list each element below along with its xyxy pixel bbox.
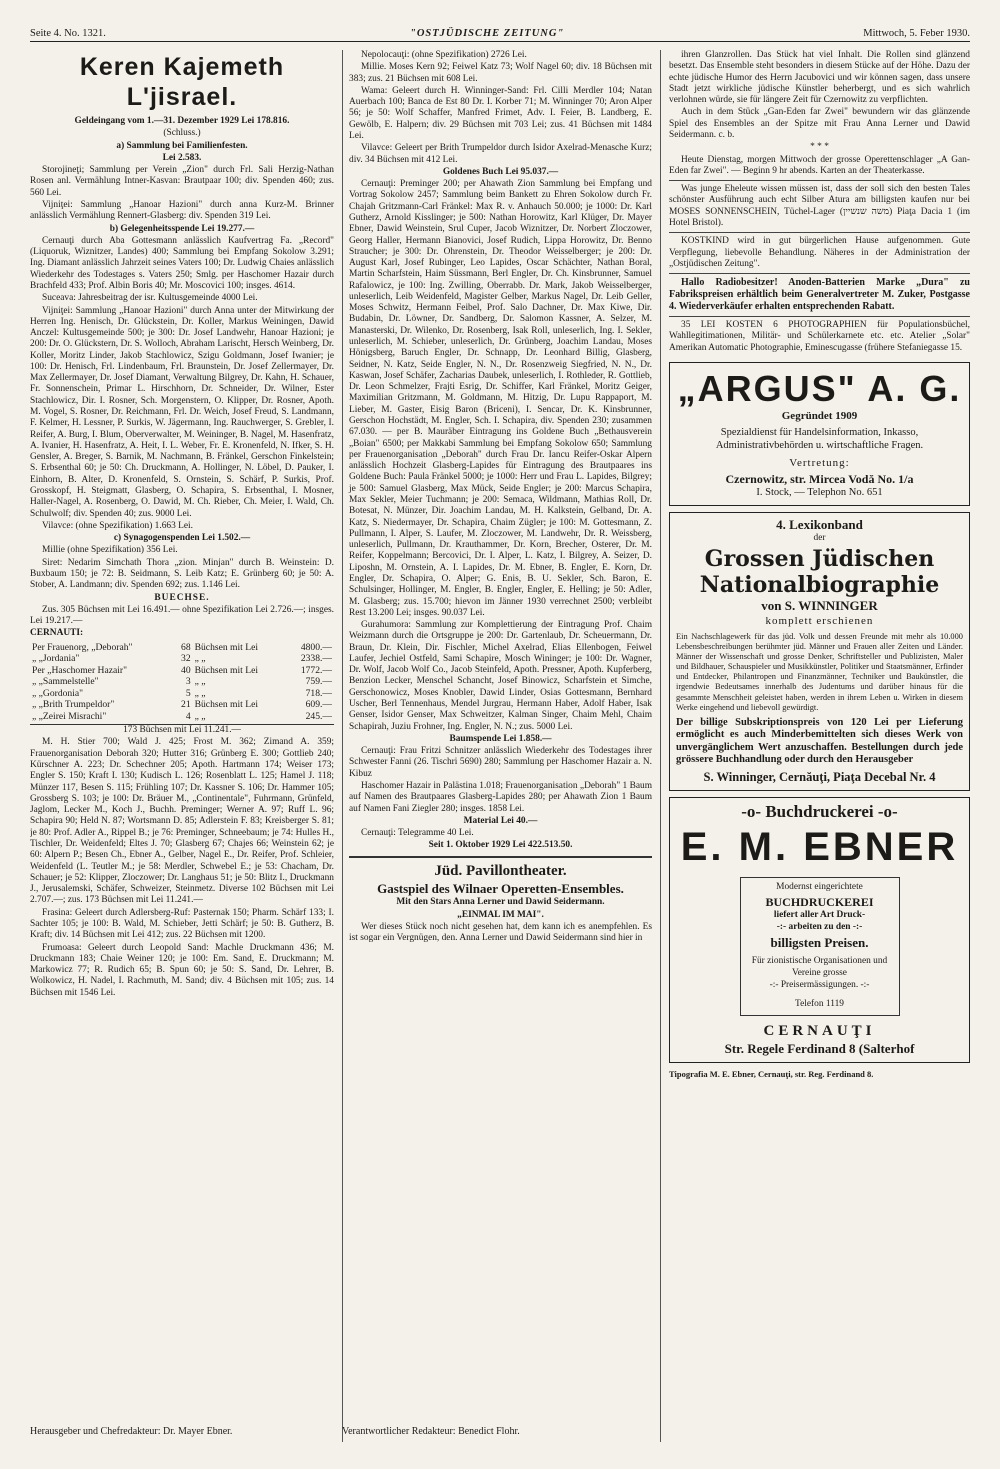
issue-date: Mittwoch, 5. Feber 1930. bbox=[863, 28, 970, 39]
page-number: Seite 4. No. 1321. bbox=[30, 28, 106, 39]
argus-address: Czernowitz, str. Mircea Vodă No. 1/a bbox=[725, 471, 914, 486]
lex-price: Der billige Subskriptionspreis von 120 Lei per Lieferung ermöglicht es auch Minderbemittelten sich dieses Werk von unvergänglichem Wert anzuschaffen. Bestellungen durch jede grössere Buchhandlung oder durch den Herausgeber bbox=[676, 716, 963, 766]
section-heading: Material Lei 40.— bbox=[463, 815, 538, 826]
article-subtitle: Geldeingang vom 1.—31. Dezember 1929 Lei 178.816. bbox=[74, 116, 290, 126]
newspaper-page bbox=[30, 28, 970, 1448]
ebner-telephone: Telefon 1119 bbox=[795, 999, 844, 1010]
table-row bbox=[30, 665, 334, 677]
lexikon-advert bbox=[669, 512, 970, 791]
masthead: "OSTJÜDISCHE ZEITUNG" bbox=[410, 28, 565, 39]
cell-amount: 2338.— bbox=[300, 653, 332, 665]
cell-label: „ „Gordonia" bbox=[32, 687, 84, 699]
separator-stars: * * * bbox=[810, 142, 829, 153]
ebner-line: BUCHDRUCKEREI bbox=[765, 894, 874, 909]
lex-title: 4. Lexikonband bbox=[776, 516, 863, 532]
table-total: 173 Büchsen mit Lei 11.241.— bbox=[30, 724, 334, 736]
paragraph: Gurahumora: Sammlung zur Komplettierung der Eintragung Prof. Chaim Weizmann durch die Ortsgruppe je 200: Dr. Gartenlaub, Dr. Scheuermann, Dr. Braun, Dr. Klein, Dir. Fischler, Michel Axelrad, Elias Ellenbogen, Feiwel Laufer, Jechiel Ostfeld, Sami Schapire, Mosch Wininger; je 100: Dr. Wagner, Dr. Wolf, Jacob Wolf Co., Jacob Steinfeld, Apoth. Pressner, Apoth. Kupferberg, Benzion Lecker, Menschel Schancht, Josef Binowicz, Scharfstein et Simche, Gerschonowicz, Moses Knobler, Dawid Linder, Osias Gottesmann, Bernhard Uscher, Berl Tennenhaus, Mendel Jurgrau, Hermann Haber, Adolf Haber, Isak Genser, Isidor Genser, Max Schweitzer, Kalman Singer, Chaim Mehl, Chaim Schapirah, Juziu Frohner, Ing. Engler, N. N.; zus. 5000 Lei. bbox=[349, 620, 652, 732]
ebner-title: E. M. EBNER bbox=[680, 825, 959, 870]
publisher-line: Herausgeber und Chefredakteur: Dr. Mayer Ebner. bbox=[30, 1426, 233, 1437]
paragraph: Vilavce: (ohne Spezifikation) 1.663 Lei. bbox=[42, 520, 193, 531]
paragraph: Haschomer Hazair in Palästina 1.018; Frauenorganisation „Deborah" 1 Baum auf Namen des Brautpaares Glasberg-Lapides 280; per Ahawath Zion 1 Baum auf Namen Fani Ziegler 280; insges. 1858 Lei. bbox=[349, 781, 652, 814]
argus-vertretung: Vertretung: bbox=[789, 457, 850, 470]
paragraph: Cernauţi: Preminger 200; per Ahawath Zion Sammlung bei Empfang und Vortrag Sokolow 2457; Sammlung beim Bankett zu Ehren Sokolow durch Fr. Chajah Gritzmann-Carl Fränkel: Max R. v. Anhauch 50.000; je 1000: Dr. Karl Gutherz, Arnold Kisslinger; je 500: Nathan Horowitz, Karl Klüger, Dr. Mayer Ebner, Dawid Weinstein, Srul Cuper, Jacob Wiznitzer, Dr. Norbert Zloczower, Georg Haller, Hermann Bianovici, Josef Rudich, Lippa Horowitz, Dr. Benno Straucher; je 300: Dr. Ohrenstein, Dr. Theodor Weisselberger; je 200: Dr. August Karl, Josef Rubinger, Leo Lapides, Oscar Schächter, Nathan Boral, Martin Scharfstein, Haim Süssmann, Berl Engler, Dr. Ch. Kinsbrunner, Samuel Rafalowicz, je 100: Ing. Zwilling, Oberrabb. Dr. Mark, Jakob Weisselberger, unleserlich, Leib Weidenfeld, Magister Gelber, Markus Nagel, Dr. Leib Geller, Moses Schwitz, Hermann Feibel, Prof. Salo Dachner, Dr. Max Kiwe, Dir. Budabin, Dr. Löwner, Dr. Sandberg, Dr. Salomon Kassner, A. Selzer, M. Manasterski, Dr. Wilenko, Dr. Rosenberg, Isak Roll, unleserlich, Ing. I. Sekler, unleserlich, M. Schieber, unleserlich, Dr. Grünberg, Joachim Landau, Moses Hönigsberg, Baruch Engler, Dr. Schnapp, Dr. Leonhard Billig, Glasberg, Seidner, N. Katz, Seide Engler, N. N., Dr. Rosenzweig Siegfried, N. N., Dr. Kaswan, Josef Schäfer, Zacharias Daubek, unleserlich, I. Rothleder, R. Gottlieb, Dr. Leon Schmelzer, Frajti Esrig, Dr. Schiffer, Karl Fränkel, Moritz Geiger, Maximilian Gritzmann, M. Goldmann, M. Hitzig, Dr. Lupu Rappaport, M. Lieber, M. Gaster, Eisig Baron (Briceni), I. Sencar, Dr. K. Kinsbrunner, Gerschon Hochstädt, M. Engler, Sch. I. Schapira, div. Spenden 230; zusammen 67.030. — per B. Mauräber Eintragung ins Goldene Buch „Bethausverein „Boian" 6500; per Makkabi Sammlung bei Empfang Sokolow 650; Sammlung per Frauenorganisation „Deborah" durch Frau Dr. Iancu Reifer-Oskar Alpern anlässlich Hochzeit Glasberg-Lapides für Eintragung des Brautpaares ins Goldene Buch: Paula Fränkel 5000; je 1000: Herr und Frau L. Lapides, Bilgrey; je 500: Samuel Glasberg, Max Mück, Seide Engler; je 200: Marcus Schapira, Max Sekler, Meier Tuchmann; je 200: Semaca, Wildmann, Mathias Roll, Dr. Botesat, N. Münzer, Dir. Joachim Landau, M. H. Kalkstein, Gelband, Dr. A. Katz, S. Niedermayer, Dr. Schapira, Chaim Zügler; je 100: M. Gottesmann, Z. Pullmann, I. Alper, S. Laufer, M. Zloczower, M. Landwehr, Dr. R. Weissberg, unleserlich, Pullmann, Dr. Krauthammer, Dr. Korn, Brecher, Osterer, Dr. M. Reifer, Koppelmann; Bercovici, Dr. I. Alper, L. Katz, I. Bilgrey, A. Seizer, D. Liposhn, M. Ornstein, A. I. Lapides, Dr. M. Ebner, B. Engler, E. Korn, Dr. Engler, Dr. Schapira, O. Alper; G. Enis, B. U. Sekler, Sch. Baron, E. Schulsinger, Hollinger, M. Engler, B. Engler, Engler, E. Helling; je 50: Adler, M. Glasberg; zus. 15.700; hievon im Jänner 1930 verrechnet 2500; verbleibt Rest 13.200 Lei; insges. 90.037 Lei. bbox=[349, 179, 652, 618]
paragraph: Frasina: Geleert durch Adlersberg-Ruf: Pasternak 150; Pharm. Schärf 133; I. Sachter 105; je 100: B. Wald, M. Schieber, Jetti Schärf; je 50: B. Gutherz, B. Kraft; div. 14 Büchsen mit Lei 412; zus. 22 Büchsen mit 1200. bbox=[30, 907, 334, 941]
paragraph: Siret: Nedarim Simchath Thora „zion. Minjan" durch B. Weinstein: D. Buxbaum 150; je 72: B. Seidmann, S. Leib Katz; E. Grünberg 60; je 50: A. Stober, A. Landmann; div. Spenden 692; zus. 1.146 Lei. bbox=[30, 557, 334, 591]
paragraph: Nepolocauţi: (ohne Spezifikation) 2726 Lei. bbox=[361, 50, 527, 60]
cell-amount: 718.— bbox=[305, 687, 332, 699]
paragraph: Wer dieses Stück noch nicht gesehen hat, dem kann ich es anempfehlen. Es ist sogar ein Vergnügen, den. Anna Lerner und Dawid Seidermann sind hier in bbox=[349, 921, 652, 944]
cell-unit: Büchsen mit Lei bbox=[194, 699, 259, 711]
classified-ad: KOSTKIND wird in gut bürgerlichen Hause aufgenommen. Gute Verpflegung, liebevolle Behandlung. Näheres in der Administration der „Ostjüdischen Zeitung". bbox=[669, 236, 970, 269]
paragraph: Millie. Moses Kern 92; Feiwel Katz 73; Wolf Nagel 60; div. 18 Büchsen mit 383; zus. 21 Büchsen mit 608 Lei. bbox=[349, 62, 652, 84]
cell-label: Per „Haschomer Hazair" bbox=[32, 664, 128, 676]
cell-count: 4 bbox=[185, 710, 191, 722]
table-row bbox=[30, 642, 334, 654]
ebner-line: -:- Preisermässigungen. -:- bbox=[769, 979, 870, 990]
cell-count: 3 bbox=[185, 676, 191, 688]
ebner-line: Modernst eingerichtete bbox=[776, 882, 863, 893]
cell-label: Per Frauenorg, „Deborah" bbox=[32, 641, 133, 653]
ebner-city: CERNAUŢI bbox=[763, 1023, 876, 1040]
cell-amount: 4800.— bbox=[300, 641, 332, 653]
collection-table bbox=[30, 642, 334, 723]
editor-line: Verantwortlicher Redakteur: Benedict Flohr. bbox=[342, 1426, 520, 1437]
cell-amount: 759.— bbox=[305, 676, 332, 688]
ebner-advert bbox=[669, 797, 970, 1063]
cell-unit: „ „ bbox=[194, 676, 206, 688]
city-heading: CERNAUTI: bbox=[30, 628, 84, 639]
grand-total: Seit 1. Oktober 1929 Lei 422.513.50. bbox=[428, 840, 573, 851]
ebner-line: billigsten Preisen. bbox=[770, 934, 869, 950]
table-row bbox=[30, 699, 334, 711]
lex-description: Ein Nachschlagewerk für das jüd. Volk und dessen Freunde mit mehr als 10.000 Lebensbeschreibungen berühmter jüd. Männer und Frauen aller Zeiten und Länder. Männer der Wissenschaft und grosse Denker, Schriftsteller und Publizisten, Maler und Bildhauer, Schauspieler und Musikkünstler, Politiker und Staatsmänner, Erfinder und Entdecker, Philantropen und Finanzmänner, Techniker und Baukünstler, die irgendwie Bedeutsames innerhalb des Judentums und darüber hinaus für die gesammte Menschheit geleistet haben, werden in ihrem Leben u. Wirken in diesem Werke eingehend und liebevoll gewürdigt. bbox=[676, 632, 963, 712]
theater-stars: Mit den Stars Anna Lerner und Dawid Seidermann. bbox=[396, 897, 605, 908]
argus-advert bbox=[669, 362, 970, 506]
column-3 bbox=[660, 50, 970, 1442]
table-row bbox=[30, 688, 334, 700]
cell-count: 32 bbox=[181, 653, 191, 665]
cell-count: 40 bbox=[181, 664, 191, 676]
cell-amount: 245.— bbox=[305, 710, 332, 722]
paragraph: Auch in dem Stück „Gan-Eden far Zwei" bewundern wir das glänzende Spiel des Ensembles an der Spitze mit Frau Anna Lerner und Dawid Seidermann. c. b. bbox=[669, 107, 970, 140]
section-heading: c) Synagogenspenden Lei 1.502.— bbox=[113, 533, 251, 544]
section-sum: Lei 2.583. bbox=[162, 152, 202, 163]
ebner-line: -:- arbeiten zu den -:- bbox=[776, 922, 863, 933]
paragraph: Zus. 305 Büchsen mit Lei 16.491.— ohne Spezifikation Lei 2.726.—; insges. Lei 19.217.— bbox=[30, 604, 334, 627]
cell-amount: 1772.— bbox=[300, 664, 332, 676]
page-footer bbox=[30, 1426, 520, 1438]
cell-count: 5 bbox=[185, 687, 191, 699]
table-row bbox=[30, 676, 334, 688]
argus-desc: Spezialdienst für Handelsinformation, Inkasso, Administrativbehörden u. wirtschaftliche Fragen. bbox=[715, 427, 924, 451]
theater-title: Jüd. Pavillontheater. bbox=[434, 862, 567, 879]
cell-count: 21 bbox=[181, 699, 191, 711]
section-heading: a) Sammlung bei Familienfesten. bbox=[116, 140, 248, 151]
paragraph: ihren Glanzrollen. Das Stück hat viel Inhalt. Die Rollen sind glänzend besetzt. Das Ensemble steht besonders in diesem Stücke auf der Höhe. Dazu der echte jüdische Humor des Herrn Jacubovici und wir können sagen, dass unsere Stadt jetzt wirkliche jüdische Künstler beherbergt, und es sich wahrlich verlohnen würde, sie für längere Zeit für Czernowitz zu verpflichten. bbox=[669, 50, 970, 106]
cell-unit: „ „ bbox=[194, 687, 206, 699]
cell-amount: 609.— bbox=[305, 699, 332, 711]
section-heading: Goldenes Buch Lei 95.037.— bbox=[442, 166, 559, 177]
argus-founded: Gegründet 1909 bbox=[781, 410, 858, 423]
cell-unit: Büchsen mit Lei bbox=[194, 641, 259, 653]
table-row bbox=[30, 711, 334, 723]
paragraph: Millie (ohne Spezifikation) 356 Lei. bbox=[42, 545, 178, 556]
paragraph: Vilavce: Geleert per Brith Trumpeldor durch Isidor Axelrad-Menasche Kurz; div. 34 Büchsen mit 412 Lei. bbox=[349, 143, 652, 165]
cell-label: „ „Sammelstelle" bbox=[32, 676, 99, 688]
paragraph: Heute Dienstag, morgen Mittwoch der grosse Operettenschlager „A Gan-Eden far Zwei". — Beginn 9 hr abends. Karten an der Theaterkasse. bbox=[669, 154, 970, 176]
section-heading: BUECHSE. bbox=[154, 592, 210, 603]
printer-imprint: Tipografia M. E. Ebner, Cernauţi, str. Reg. Ferdinand 8. bbox=[669, 1069, 874, 1080]
schluss-note: (Schluss.) bbox=[163, 128, 201, 139]
section-heading: Baumspende Lei 1.858.— bbox=[449, 733, 552, 744]
lex-complete: komplett erschienen bbox=[765, 614, 874, 627]
paragraph: Suceava: Jahresbeitrag der isr. Kultusgemeinde 4000 Lei. bbox=[42, 293, 258, 304]
lex-big-title: Grossen Jüdischen Nationalbiographie bbox=[699, 545, 940, 598]
classified-ad: 35 LEI KOSTEN 6 PHOTOGRAPHIEN für Populationsbüchel, Wahllegitimationen, Militär- und Schülerkarnete etc. etc. Atelier „Solar" Amerikan Automatic Photographie, Eminescugasse (frühere Stefaniegasse 15. bbox=[669, 320, 970, 353]
cell-unit: „ „ bbox=[194, 710, 206, 722]
page-header bbox=[30, 28, 970, 42]
ebner-line: liefert aller Art Druck- bbox=[773, 910, 866, 921]
ebner-line: Für zionistische Organisationen und Vereine grosse bbox=[751, 956, 888, 978]
article-title: Keren Kajemeth L'jisrael. bbox=[79, 53, 285, 111]
ebner-inner-box bbox=[740, 877, 900, 1016]
classified-ad: Was junge Eheleute wissen müssen ist, dass der soll sich den besten Tales schönster Ausführung auch echt Silber Atura am billigsten kaufen nur bei MOSES SONNENSCHEIN, Tüchel-Lager (משה שנשיין) Piaţa Dacia 1 (im Hotel Bristol). bbox=[669, 184, 970, 228]
lex-der: der bbox=[813, 533, 826, 544]
paragraph: Vijniţei: Sammlung „Hanoar Hazioni" durch Anna unter der Mitwirkung der Herren Ing. Henisch, Dr. Glückstein, Dr. Koller, Markus Weiningen, Dawid Anczel: Kultusgemeinde 500; je 300: Dr. Josef Landwehr, Hanoar Hazioni; je 200: Dr. O. Glückstern, Dr. S. Wolloch, Abraham Larischt, Hersch Weinberg, Dr. Koller, Moritz Linder, Jakob Stachlowicz, Szigu Goldmann, Josef Iwanier; je 100: Dr. Henisch, Frl. Lindenbaum, Frl. Braunstein, Dr. Josef Zellermayer, Dr. Max Zellermayer, Dr. Josef Diamant, Verwaltung Bilgrey, Dr. Kahn, H. Schauer, Fr. Sonnenschein, Primar L. Hirschhorn, Dr. Schneider, Dr. Wilner, Ester Stachlowicz, Dir. I. Rosner, Sch. Morgenstern, O. Klipper, Dr. Rosner, Apoth. M. Vogel, S. Rosner, Dr. Reichmann, Frl. Dr. Weich, Josef Freud, S. Landmann, F. Kelmer, H. Lessner, P. Surkis, W. Jägermann, Ing. Rauchwerger, S. Grebler, I. Reifer, A. Burg, I. Blum, Oberverwalter, M. Weininger, B. Nagel, M. Hasenfratz, A. Ivanier, H. Hasenfratz, A. Heit, I. L. Weber, Fr. E. Kronenfeld, N. Ifker, S. H. Gensler, A. Breger, S. Barnik, M. Nachmann, B. Fränkel, Gerschon Finkelstein; S. Erbsenthal 60; je 50: Ch. Druckmann, A. Hollinger, N. Löbel, D. Pauker, I. Einhorn, B. Alter, D. Kronenfeld, S. Ornstein, S. Schärf, P. Surkis, Prof. Grosskopf, H. Steigmatt, Glasberg, O. Schapira, S. Erbsenthal, I. Mosner, Haller-Nagel, A. Rosenberg, O. Dawid, M. Ch. Rieber, Ch. Meier, I. Wald, Ch. Schulwolf; div. Spenden 40; zus. 9000 Lei. bbox=[30, 305, 334, 519]
classified-ad: Hallo Radiobesitzer! Anoden-Batterien Marke „Dura" zu Fabrikspreisen erhältlich beim Generalvertreter M. Zuker, Postgasse 4. Wiederverkäufer erhalten entsprechenden Rabatt. bbox=[669, 277, 970, 313]
section-heading: b) Gelegenheitsspende Lei 19.277.— bbox=[109, 223, 255, 234]
paragraph: Cernauţi: Frau Fritzi Schnitzer anlässlich Wiederkehr des Todestages ihrer Schwester Fanni (26. Tischri 5690) 280; Sammlung per Haschomer Hazair a. N. Kibuz bbox=[349, 746, 652, 779]
paragraph: Cernauţi durch Aba Gottesmann anlässlich Kaufvertrag Fa. „Record" (Liquoruk, Wiznitzer, Landes) 400; Sammlung bei Empfang Sokolow 3.291; Ing. Diamant anlässlich Jahrzeit seines Vaters 100; Dr. Ludwig Chaies anlässlich Wiederkehr des Todestages s. Vaters 250; Smlg. per Haschomer Hazair durch Brachfeld 433; Prof. Albin Boris 40; Mr. Moscovici 100; insges. 4614. bbox=[30, 235, 334, 291]
argus-stock: I. Stock, — Telephon No. 651 bbox=[756, 487, 883, 499]
paragraph: M. H. Stier 700; Wald J. 425; Frost M. 362; Zimand A. 359; Frauenorganisation Deborah 320; Hutter 316; Grünberg E. 300; Gottlieb 240; Kürschner A. 223; Dr. Schechner 205; Apoth. Hartmann 174; Weiser 173; Engler S. 150; Kraft I. 130; Kudisch L. 126; Rosenblatt L. 125; Hamel J. 118; Münzer 117, Besen S. 115; Frühling 107; Dr. Kassner S. 106; Dr. Hammer 105; Grossberg S. 103; je 100: Dr. Bräuer M., „Continentale", Fuhrmann, Grünfeld, Jaglom, Lecker M., Koch J., Buchh. Preminger; Werner A. 97; Ruff L. 96; Schapira 90; Held N. 87; Wortsmann D. 85; Adlerstein F. 83; Kreisberger S. 81; je 80: Prof. Adler A., Rippel B.; je 76: Preminger, Schneebaum; je 74: Hulles H., Tischler, Dr. Weidenfeld; Eltes J. 70; Glasberg 67; Chajes 66; Weinstein 62; je 60: Alpern P.; Besen Ch., Ebner A., Gelber, Nagel E., Dr. Reifer, Prof. Schleier, Weidenfeld (L. Teutler M.; je 58: Merdler, Schwebel E.; je 53: Chacham, Dr. Schauer; je 52: Klipper, Zloczower; Dr. Langhaus 51; je 50: Blitz I., Druckmann J., Jerusalemski, Schäfer, Schweizer, Steinmetz. Diverse 102 Büchsen mit Lei 2.707.—; zus. 173 Büchsen mit Lei 11.241.— bbox=[30, 737, 334, 906]
lex-address: S. Winninger, Cernăuţi, Piaţa Decebal Nr. 4 bbox=[703, 770, 936, 785]
cell-count: 68 bbox=[181, 641, 191, 653]
paragraph: Wama: Geleert durch H. Winninger-Sand: Frl. Cilli Merdler 104; Natan Auerbach 100; Banca de Est 80 Dr. I. Korber 71; M. Winninger 70; Aron Alper 56; je 50: Wolf Schaffer, Manfred Frimet, Adv. I. Feier, B. Landberg, E. Gewölb, E. Halpern; div. 29 Büchsen mit 703 Lei; zus. 41 Büchsen mit 1484 Lei. bbox=[349, 85, 652, 141]
column-1 bbox=[30, 50, 334, 1442]
paragraph: Frumoasa: Geleert durch Leopold Sand: Machle Druckmann 436; M. Druckmann 183; Chaie Weiner 120; je 100: Em. Sand, E. Druckmann; M. Markowicz 77; R. Rudich 65; B. Spun 60; je 50: S. Sand, Dr. Lehrer, B. Wolkowicz, H. Nadel, I. Rachmuth, M. Sand; div. 4 Büchsen mit 105; zus. 14 Büchsen mit 1546 Lei. bbox=[30, 942, 334, 998]
cell-label: „ „Brith Trumpeldor" bbox=[32, 699, 115, 711]
cell-label: „ „Jordania" bbox=[32, 653, 80, 665]
ebner-top: -o- Buchdruckerei -o- bbox=[741, 802, 898, 822]
lex-author: von S. WINNINGER bbox=[761, 598, 878, 614]
argus-title: „ARGUS" A. G. bbox=[677, 367, 962, 409]
paragraph: Cernauţi: Telegramme 40 Lei. bbox=[361, 828, 474, 839]
cell-label: „ „Zeirei Misrachi" bbox=[32, 710, 107, 722]
table-row bbox=[30, 653, 334, 665]
cell-unit: Büchsen mit Lei bbox=[194, 664, 259, 676]
paragraph: Storojineţi; Sammlung per Verein „Zion" durch Frl. Sali Herzig-Nathan Rosen anl. Vermählung Intner-Kasvan: Brautpaar 100; div. Spenden 460; zus. 560 Lei. bbox=[30, 165, 334, 198]
column-2 bbox=[342, 50, 652, 1442]
theater-subtitle: Gastspiel des Wilnaer Operetten-Ensembles. bbox=[377, 880, 624, 896]
cell-unit: „ „ bbox=[194, 653, 206, 665]
theater-play: „EINMAL IM MAI". bbox=[457, 909, 544, 920]
paragraph: Vijniţei: Sammlung „Hanoar Hazioni" durch anna Kurz-M. Brinner anlässlich Vermählung Rennert-Glasberg: div. Spenden 319 Lei. bbox=[30, 199, 334, 222]
ebner-address: Str. Regele Ferdinand 8 (Salterhof bbox=[724, 1041, 915, 1057]
